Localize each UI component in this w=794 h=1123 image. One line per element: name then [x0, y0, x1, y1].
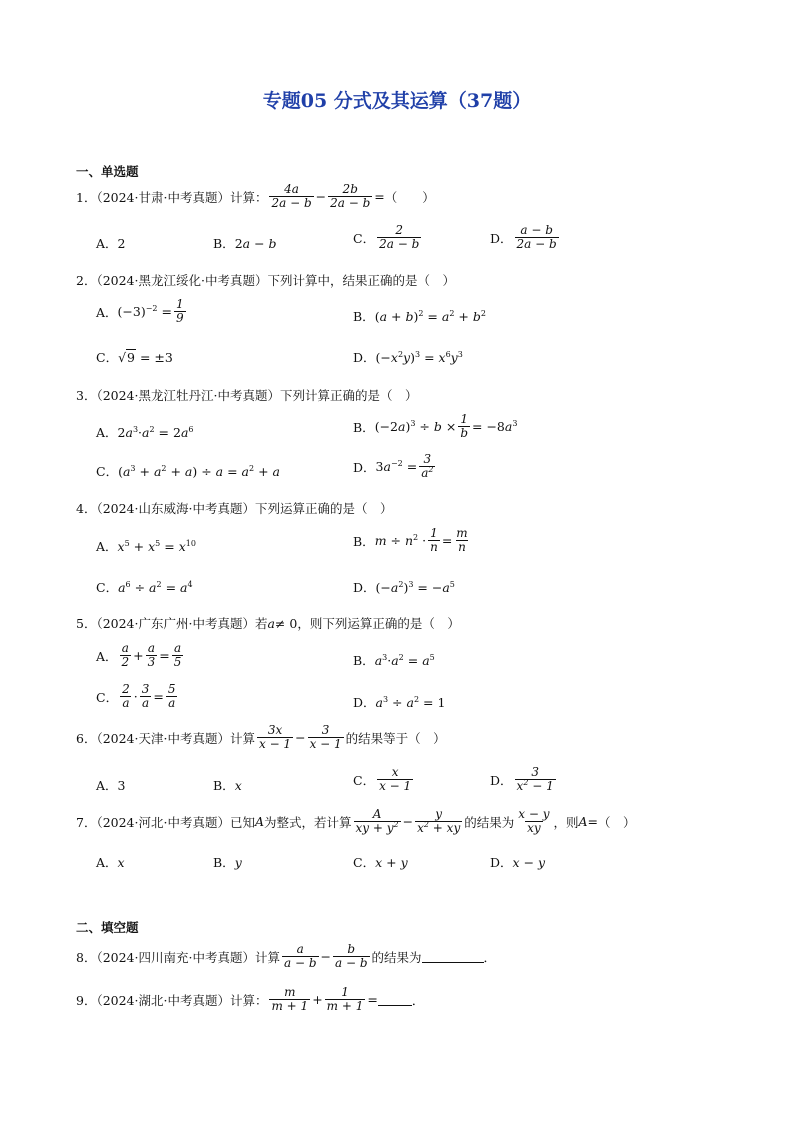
q2-option-a[interactable]: A． $(-3)^{-2}$ = $\frac{1}{9}$ [96, 297, 184, 326]
question-5: 5．（2024·广东广州·中考真题）若 a ≠ 0 ，则下列运算正确的是（ ） [76, 615, 460, 631]
q3-option-b[interactable]: B． $(-2a)^3 \div b$ × $\frac{1}{b}$ = $-8a^3$ [353, 412, 518, 441]
q5-option-a[interactable]: A． $\frac{a}{2}$ + $\frac{a}{3}$ = $\frac{a}{5}$ [96, 641, 182, 670]
q7-option-a[interactable]: A． x [96, 854, 125, 870]
q1-frac-1: $\frac{4a}{2a - b}$ [271, 182, 312, 211]
question-3: 3．（2024·黑龙江牡丹江·中考真题）下列计算正确的是（ ） [76, 388, 418, 403]
q8-answer-blank[interactable] [422, 950, 484, 963]
q7-option-c[interactable]: C． x + y [353, 854, 408, 870]
q3-option-a[interactable]: A． $2a^3\cdot a^2 = 2a^6$ [96, 424, 194, 440]
question-6: 6．（2024·天津·中考真题）计算 $\frac{3x}{x - 1}$ − $\frac{3}{x - 1}$ 的结果等于（ ） [76, 723, 446, 752]
q7-option-d[interactable]: D． x − y [490, 854, 546, 870]
question-4: 4．（2024·山东威海·中考真题）下列运算正确的是（ ） [76, 501, 393, 516]
question-9: 9．（2024·湖北·中考真题）计算： $\frac{m}{m + 1}$ + $\frac{1}{m + 1}$ = ． [76, 985, 425, 1014]
q1-option-a[interactable]: A．2 [96, 236, 126, 251]
q5-option-c[interactable]: C． $\frac{2}{a}$ · $\frac{3}{a}$ = $\frac{5}{a}$ [96, 682, 176, 711]
q4-option-b[interactable]: B． $m \div n^2$ · $\frac{1}{n}$ = $\frac{m}{n}$ [353, 526, 468, 555]
question-2: 2．（2024·黑龙江绥化·中考真题）下列计算中，结果正确的是（ ） [76, 273, 455, 288]
q5-option-b[interactable]: B． $a^3\cdot a^2 = a^5$ [353, 652, 435, 668]
q6-option-c[interactable]: C． $\frac{x}{x - 1}$ [353, 765, 412, 794]
q4-option-d[interactable]: D． $(-a^2)^3 = -a^5$ [353, 579, 455, 595]
q3-option-d[interactable]: D． $3a^{-2}$ = $\frac{3}{a^2}$ [353, 452, 434, 481]
section-fill-blank: 二、填空题 [76, 920, 139, 935]
q1-option-b[interactable]: B． 2a − b [213, 235, 277, 251]
q5-option-d[interactable]: D． $a^3 \div a^2 = 1$ [353, 694, 446, 710]
q1-suffix: （ ） [384, 189, 435, 205]
question-7: 7．（2024·河北·中考真题）已知 A 为整式，若计算 $\frac{A}{xy + y^2}$ − $\frac{y}{x^2 + xy}$ 的结果为 $\frac{x - y}{xy}$ ，则 A = （ ） [76, 807, 636, 836]
q7-option-b[interactable]: B． y [213, 854, 242, 870]
q1-frac-2: $\frac{2b}{2a - b}$ [330, 182, 371, 211]
question-8: 8．（2024·四川南充·中考真题）计算 $\frac{a}{a - b}$ − $\frac{b}{a - b}$ 的结果为 ． [76, 942, 497, 971]
q2-option-d[interactable]: D． $(-x^2y)^3 = x^6y^3$ [353, 349, 463, 365]
q3-option-c[interactable]: C． $(a^3 + a^2 + a) \div a = a^2 + a$ [96, 463, 280, 479]
q2-option-b[interactable]: B． $(a + b)^2 = a^2 + b^2$ [353, 308, 486, 324]
q6-option-b[interactable]: B． x [213, 777, 242, 793]
q4-option-c[interactable]: C． $a^6 \div a^2 = a^4$ [96, 579, 193, 595]
q4-option-a[interactable]: A． $x^5 + x^5 = x^{10}$ [96, 538, 196, 554]
page-title: 专题05 分式及其运算（37题） [262, 90, 532, 112]
q2-option-c[interactable]: C． √9 = ±3 [96, 349, 173, 365]
q6-option-d[interactable]: D． $\frac{3}{x^2 - 1}$ [490, 765, 554, 794]
q9-answer-blank[interactable] [378, 993, 412, 1006]
question-1: 1．（2024·甘肃·中考真题）计算： $\frac{4a}{2a - b}$ − $\frac{2b}{2a - b}$ = （ ） [76, 182, 435, 211]
section-single-choice: 一、单选题 [76, 164, 139, 179]
q1-option-c[interactable]: C． $\frac{2}{2a - b}$ [353, 223, 420, 252]
q1-prefix: 1．（2024·甘肃·中考真题）计算： [76, 189, 268, 205]
q6-option-a[interactable]: A．3 [96, 778, 126, 793]
q1-option-d[interactable]: D． $\frac{a - b}{2a - b}$ [490, 223, 557, 252]
